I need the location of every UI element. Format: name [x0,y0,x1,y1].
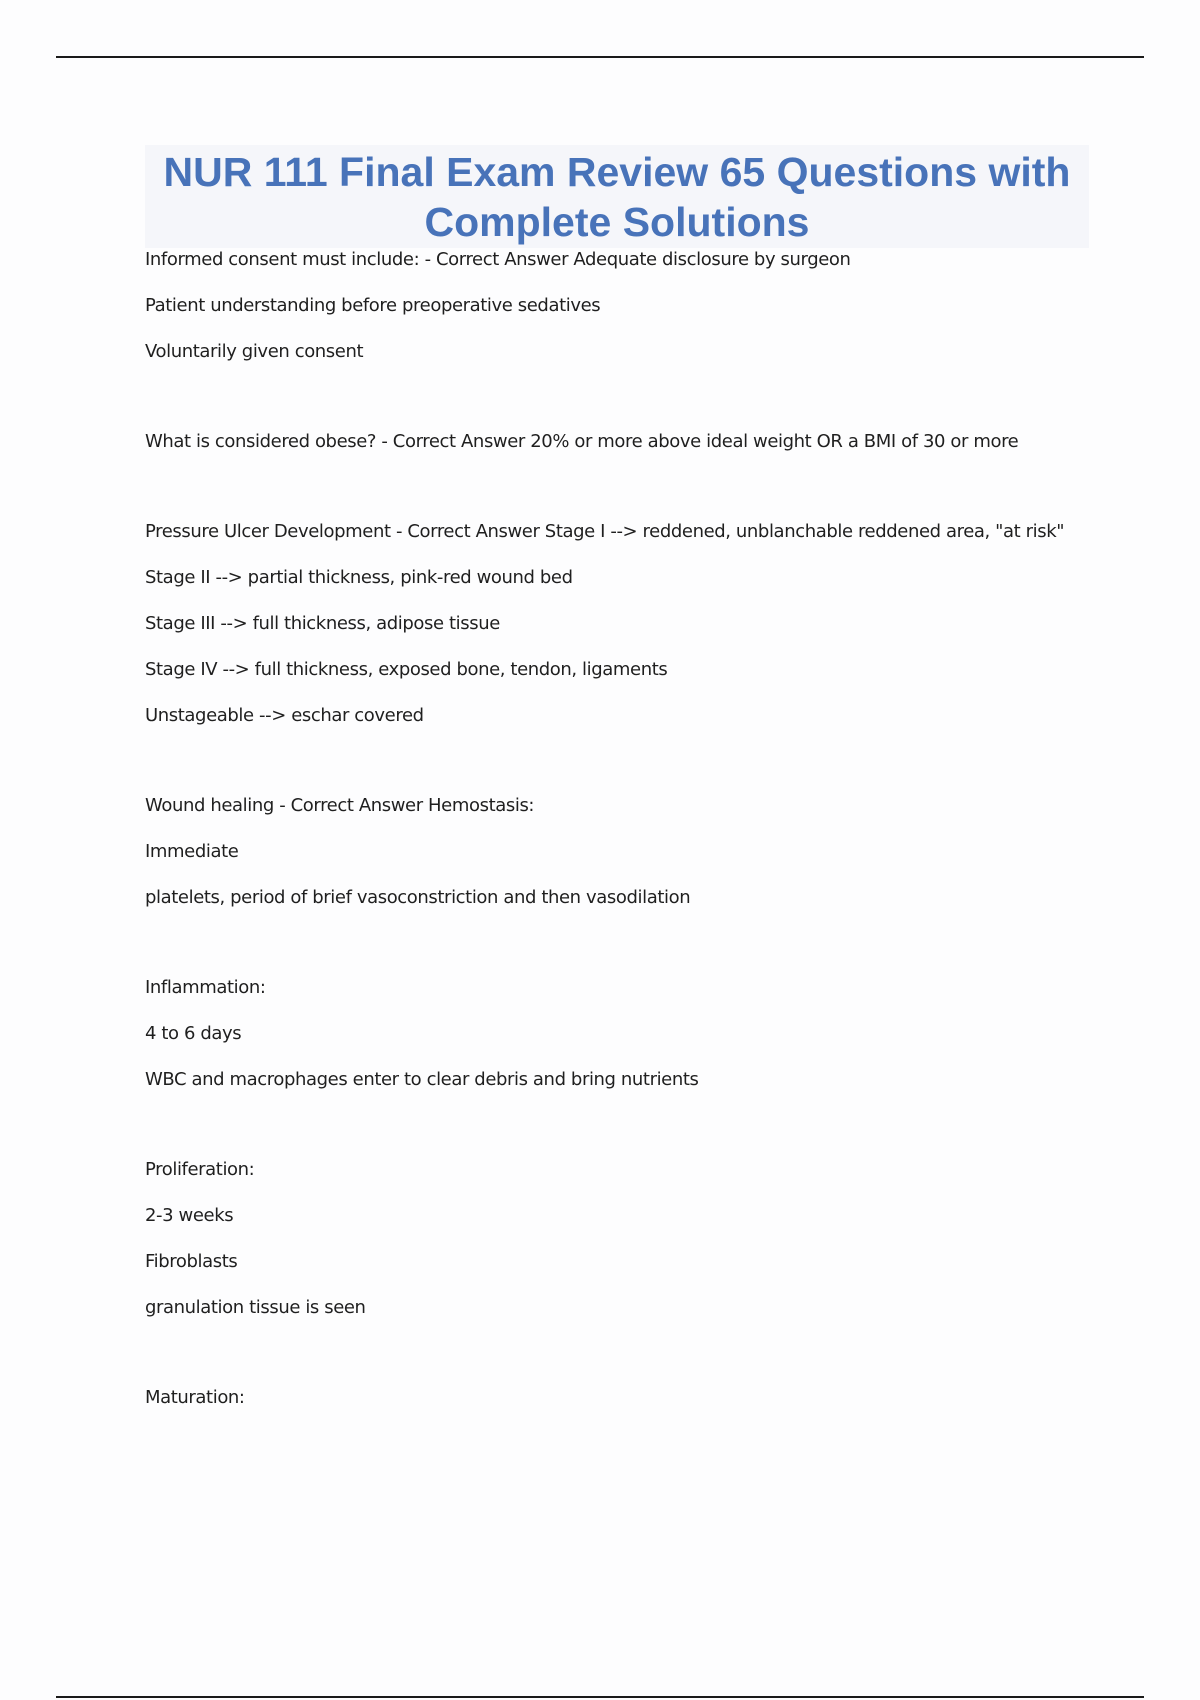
footer-rule [56,1696,1144,1698]
paragraph-spacer [145,1340,1075,1384]
text-line: Informed consent must include: - Correct Answer Adequate disclosure by surgeon [145,249,851,270]
text-line: granulation tissue is seen [145,1297,366,1318]
text-line: platelets, period of brief vasoconstriction and then vasodilation [145,887,691,908]
text-line: Stage II --> partial thickness, pink-red wound bed [145,567,573,588]
paragraph-spacer [145,930,1075,974]
text-line: Patient understanding before preoperative sedatives [145,295,601,316]
text-line: Maturation: [145,1387,245,1408]
text-line: Voluntarily given consent [145,341,364,362]
text-line: Wound healing - Correct Answer Hemostasis: [145,795,535,816]
paragraph-spacer [145,384,1075,428]
text-line: Pressure Ulcer Development - Correct Answer Stage I --> reddened, unblanchable reddened area, "at risk" [145,521,1065,542]
document-title: NUR 111 Final Exam Review 65 Questions with Complete Solutions [163,148,1071,245]
text-line: 4 to 6 days [145,1023,242,1044]
text-line: Inflammation: [145,977,266,998]
text-line: Proliferation: [145,1159,255,1180]
text-line: Fibroblasts [145,1251,238,1272]
paragraph-spacer [145,474,1075,518]
title-banner [145,145,1089,248]
text-line: Immediate [145,841,239,862]
document-body [145,246,1075,1430]
paragraph-spacer [145,748,1075,792]
text-line: Unstageable --> eschar covered [145,705,424,726]
text-line: Stage IV --> full thickness, exposed bone, tendon, ligaments [145,659,668,680]
text-line: What is considered obese? - Correct Answer 20% or more above ideal weight OR a BMI of 30 or more [145,431,1019,452]
paragraph-spacer [145,1112,1075,1156]
text-line: WBC and macrophages enter to clear debris and bring nutrients [145,1069,699,1090]
text-line: 2-3 weeks [145,1205,234,1226]
header-rule [56,56,1144,58]
text-line: Stage III --> full thickness, adipose tissue [145,613,500,634]
